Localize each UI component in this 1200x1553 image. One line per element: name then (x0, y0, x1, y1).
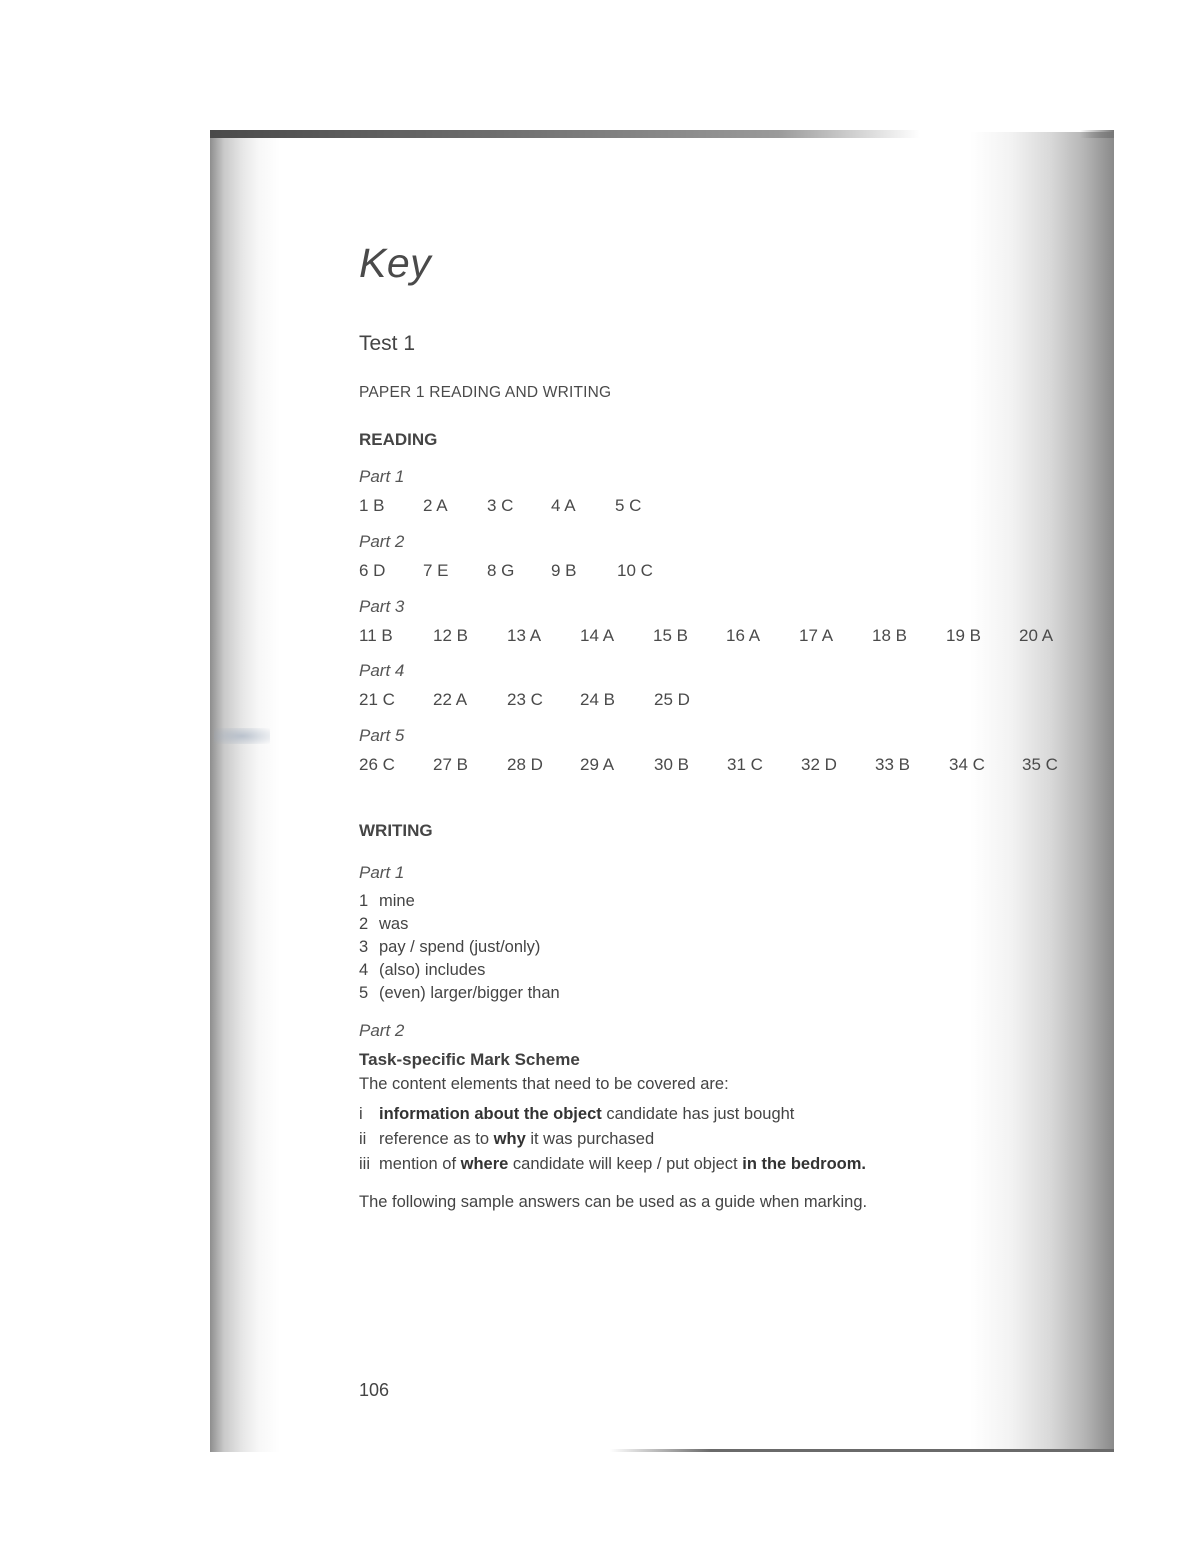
element-text (379, 1155, 866, 1174)
scan-smudge (214, 728, 270, 744)
writing-heading: WRITING (359, 821, 433, 840)
plain-text: it was purchased (525, 1130, 655, 1148)
answer-item: 13 A (507, 626, 542, 645)
element-number: ii (359, 1130, 367, 1148)
plain-text: reference as to (379, 1130, 494, 1148)
paper-title: PAPER 1 READING AND WRITING (359, 384, 612, 401)
answer-item: 27 B (433, 755, 468, 774)
answer-item: 31 C (727, 755, 763, 774)
answer-item: 25 D (654, 690, 690, 709)
answer-item: 28 D (507, 755, 543, 774)
answer-item: 23 C (507, 690, 543, 709)
answer-item: 4 A (551, 496, 576, 515)
answer-item: 10 C (617, 561, 653, 580)
answer-item: 20 A (1019, 626, 1054, 645)
answer-item: 12 B (433, 626, 468, 645)
bold-text: information about the object (379, 1105, 602, 1123)
answer-item: 17 A (799, 626, 834, 645)
element-text (379, 1105, 794, 1124)
list-text: (also) includes (379, 961, 486, 979)
plain-text: mention of (379, 1155, 461, 1173)
answer-item: 8 G (487, 561, 515, 580)
answer-item: 32 D (801, 755, 837, 774)
reading-part4-label: Part 4 (359, 661, 405, 680)
answer-item: 33 B (875, 755, 910, 774)
answer-item: 6 D (359, 561, 386, 580)
reading-part3-label: Part 3 (359, 597, 405, 616)
list-text: pay / spend (just/only) (379, 938, 541, 956)
answer-item: 35 C (1022, 755, 1058, 774)
answer-item: 24 B (580, 690, 615, 709)
answer-item: 21 C (359, 690, 395, 709)
element-number: iii (359, 1155, 370, 1173)
answer-item: 34 C (949, 755, 985, 774)
scanned-page (210, 132, 1114, 1452)
page-top-edge-right (1080, 130, 1114, 138)
element-number: i (359, 1105, 363, 1123)
plain-text: candidate will keep / put object (508, 1155, 743, 1173)
reading-part5-label: Part 5 (359, 726, 405, 745)
list-text: was (379, 915, 409, 933)
plain-text: candidate has just bought (601, 1105, 795, 1123)
answer-item: 30 B (654, 755, 689, 774)
answer-item: 9 B (551, 561, 577, 580)
list-number: 2 (359, 915, 369, 933)
answer-item: 11 B (359, 626, 393, 645)
list-number: 1 (359, 892, 369, 910)
writing-part2-label: Part 2 (359, 1021, 405, 1040)
list-number: 4 (359, 961, 369, 979)
guide-note: The following sample answers can be used as a guide when marking. (359, 1193, 868, 1211)
reading-part1-label: Part 1 (359, 467, 405, 486)
answer-item: 3 C (487, 496, 514, 515)
answer-item: 29 A (580, 755, 615, 774)
page-top-edge (210, 130, 920, 138)
test-title: Test 1 (359, 332, 416, 355)
bold-text: where (460, 1155, 509, 1173)
answer-item: 16 A (726, 626, 761, 645)
answer-item: 5 C (615, 496, 642, 515)
list-number: 3 (359, 938, 369, 956)
answer-item: 2 A (423, 496, 448, 515)
answer-item: 22 A (433, 690, 468, 709)
reading-part2-label: Part 2 (359, 532, 405, 551)
mark-scheme-heading: Task-specific Mark Scheme (359, 1050, 580, 1069)
answer-item: 14 A (580, 626, 615, 645)
answer-item: 7 E (423, 561, 449, 580)
bold-text: in the bedroom. (742, 1155, 866, 1173)
answer-item: 26 C (359, 755, 395, 774)
page-bottom-edge (610, 1449, 1114, 1452)
reading-heading: READING (359, 430, 438, 449)
list-text: (even) larger/bigger than (379, 984, 560, 1002)
page-title: Key (359, 240, 432, 286)
answer-item: 1 B (359, 496, 385, 515)
mark-scheme-intro: The content elements that need to be covered are: (359, 1075, 729, 1093)
element-text (379, 1130, 654, 1149)
writing-part1-label: Part 1 (359, 863, 405, 882)
page-number: 106 (359, 1380, 390, 1400)
answer-item: 19 B (946, 626, 981, 645)
bold-text: why (493, 1130, 526, 1148)
answer-item: 15 B (653, 626, 688, 645)
list-text: mine (379, 892, 415, 910)
list-number: 5 (359, 984, 369, 1002)
answer-item: 18 B (872, 626, 907, 645)
